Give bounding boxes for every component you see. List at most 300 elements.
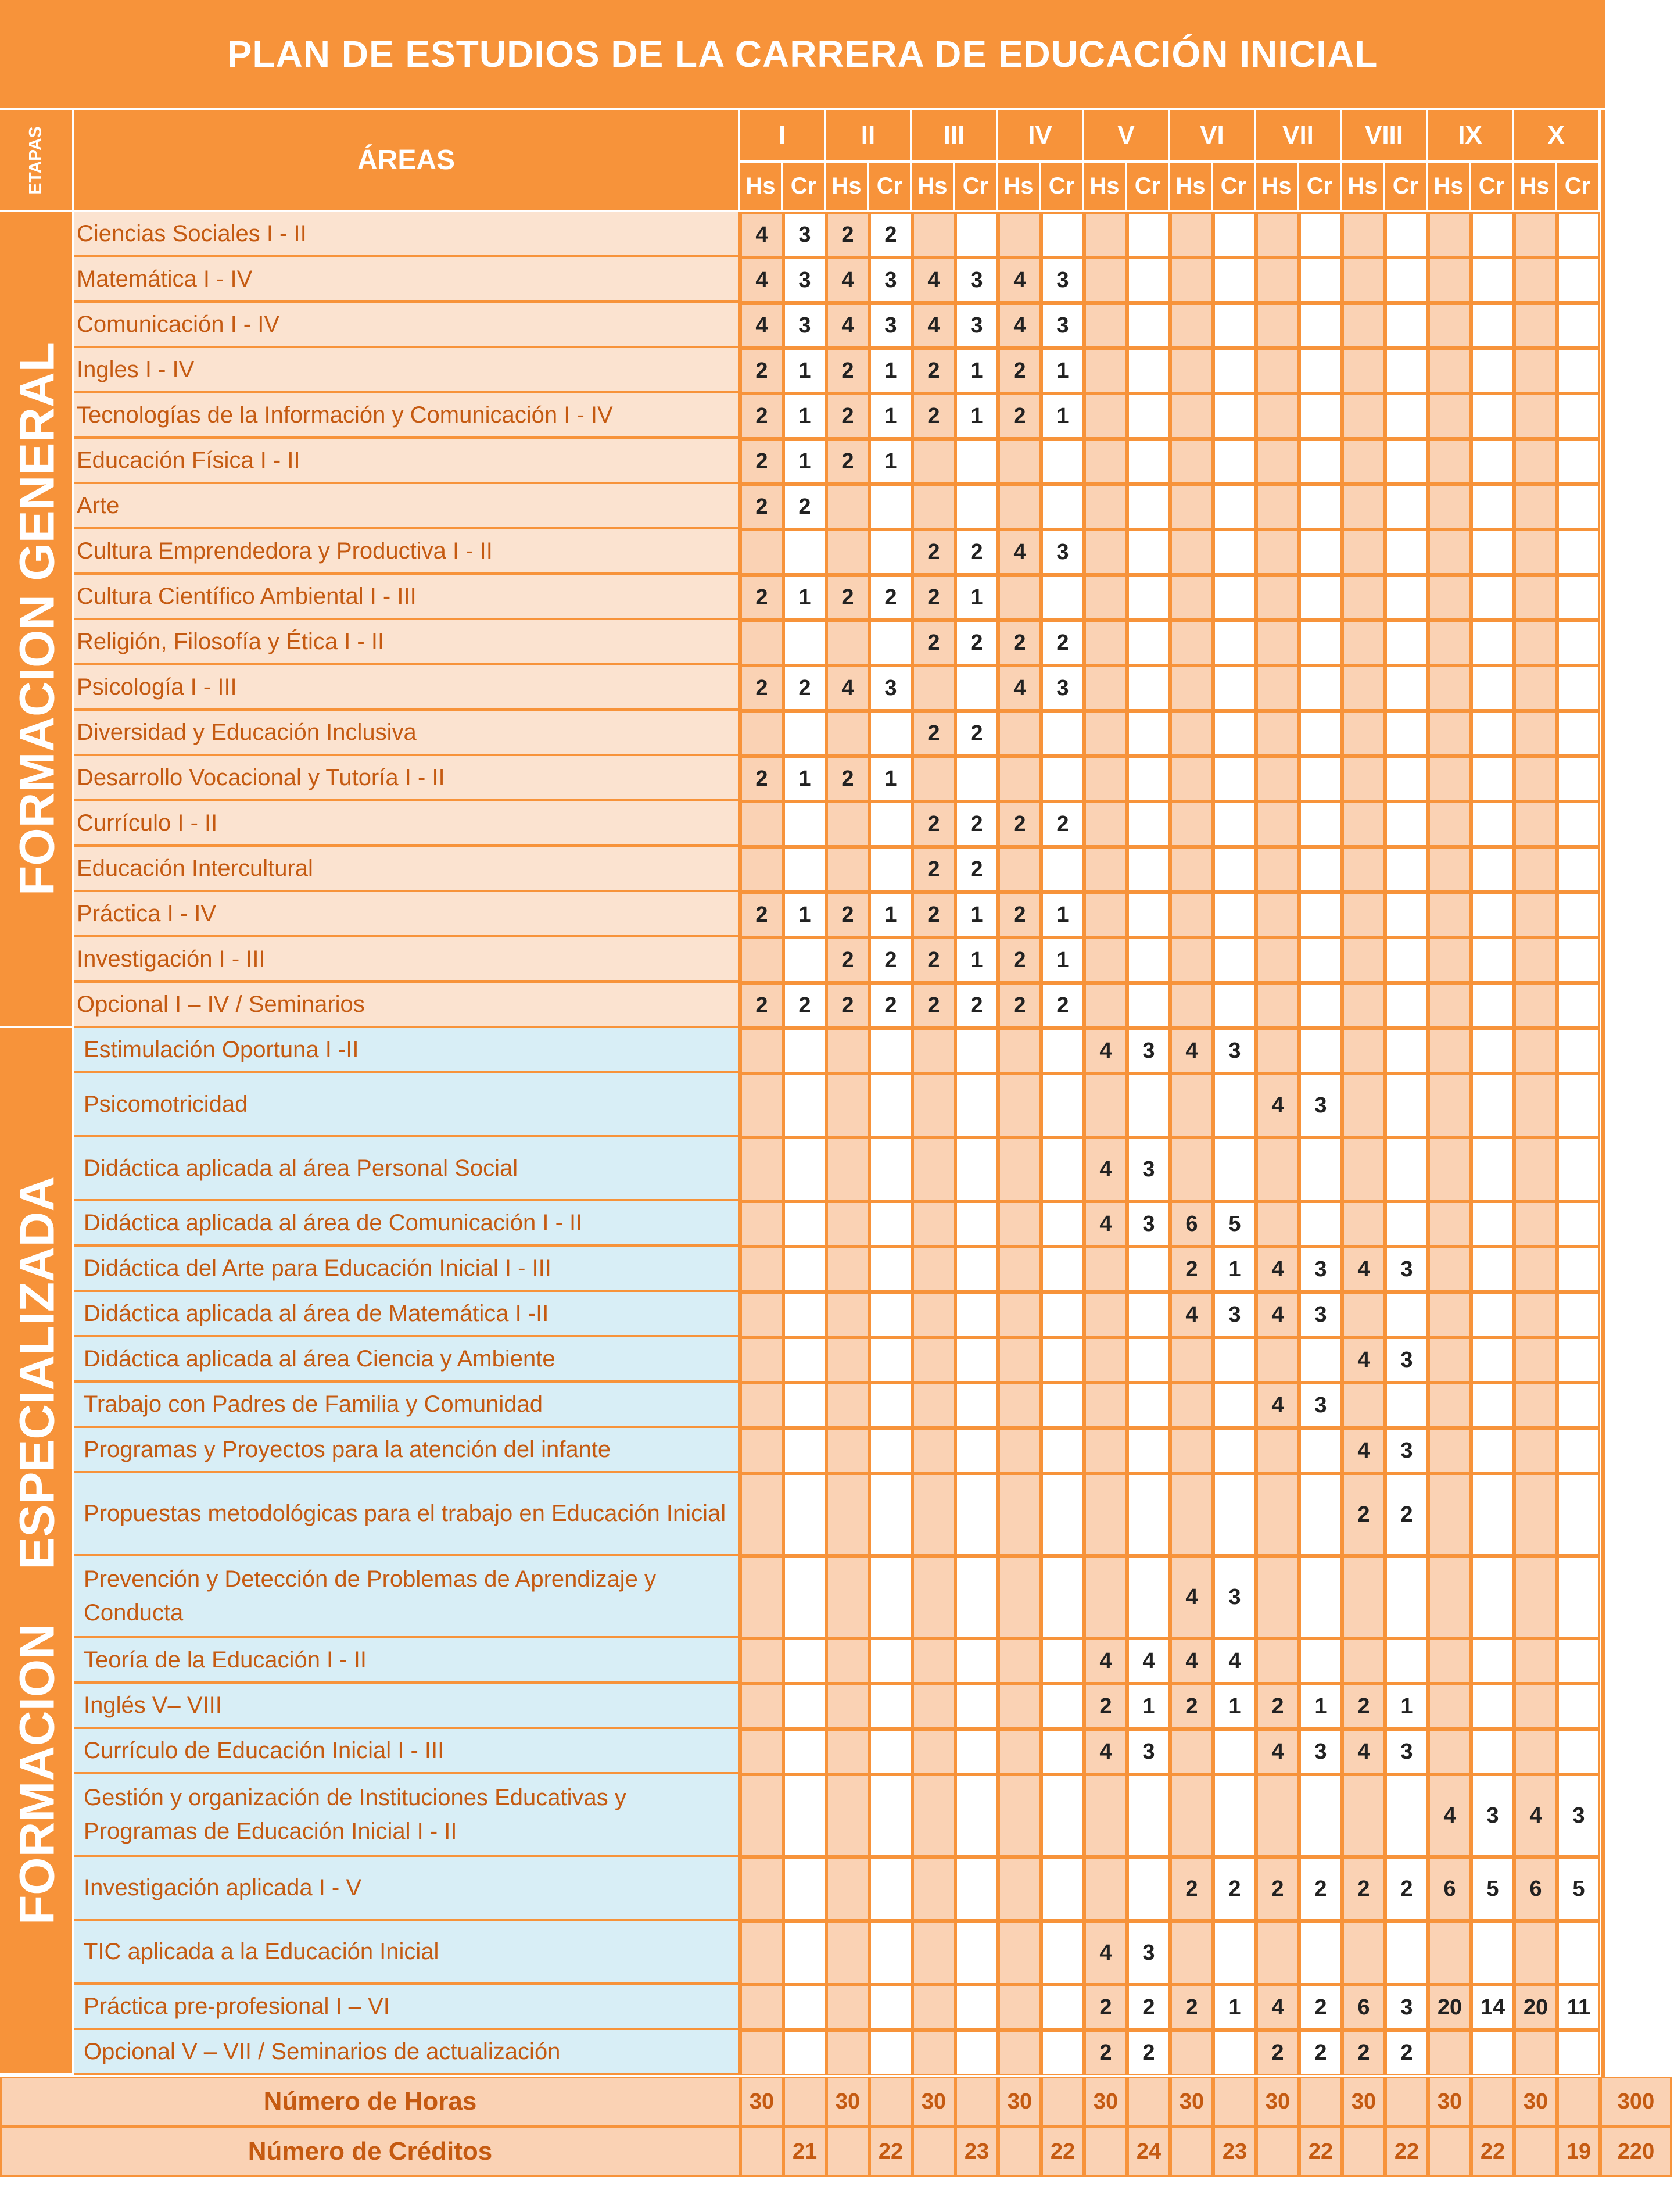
blank-total-cell xyxy=(1514,2127,1557,2177)
credits-cell xyxy=(1471,847,1514,892)
hours-cell xyxy=(912,1638,955,1684)
credits-cell xyxy=(1557,1292,1600,1337)
hours-cell xyxy=(1342,847,1385,892)
credits-cell xyxy=(1557,1073,1600,1137)
hours-cell xyxy=(826,620,869,665)
credits-cell xyxy=(869,847,912,892)
hours-cell xyxy=(1514,1337,1557,1383)
credits-cell xyxy=(1299,484,1342,529)
credits-cell xyxy=(1557,937,1600,983)
credits-cell: 2 xyxy=(1385,1857,1428,1921)
credits-cell: 3 xyxy=(1127,1921,1170,1985)
credits-cell: 2 xyxy=(955,711,998,756)
hours-cell xyxy=(1256,847,1299,892)
hours-cell xyxy=(1170,393,1213,439)
blank-total-cell xyxy=(1213,2077,1256,2127)
hours-cell xyxy=(998,212,1041,257)
credits-cell xyxy=(1299,1638,1342,1684)
credits-cell xyxy=(1557,801,1600,847)
hours-cell xyxy=(1170,665,1213,711)
area-name: Desarrollo Vocacional y Tutoría I - II xyxy=(74,756,740,801)
area-name: Cultura Emprendedora y Productiva I - II xyxy=(74,529,740,575)
credits-cell xyxy=(783,1201,826,1247)
hs-subheader: Hs xyxy=(912,163,955,212)
hours-cell xyxy=(1256,756,1299,801)
area-name: Ciencias Sociales I - II xyxy=(74,212,740,257)
credits-cell xyxy=(1213,620,1256,665)
credits-cell xyxy=(869,1729,912,1774)
credits-cell xyxy=(1557,212,1600,257)
hours-cell xyxy=(1084,212,1127,257)
hours-cell xyxy=(1170,1337,1213,1383)
hours-cell xyxy=(1342,1292,1385,1337)
credits-cell xyxy=(955,1428,998,1473)
hours-cell: 6 xyxy=(1514,1857,1557,1921)
cr-subheader: Cr xyxy=(1299,163,1342,212)
credits-cell xyxy=(1213,1383,1256,1428)
credits-cell xyxy=(1471,393,1514,439)
credits-cell: 1 xyxy=(869,756,912,801)
hours-cell xyxy=(1256,1473,1299,1556)
hours-cell xyxy=(1256,212,1299,257)
credits-cell xyxy=(1385,1556,1428,1638)
hours-cell: 2 xyxy=(1170,1684,1213,1729)
credits-cell xyxy=(1041,439,1084,484)
credits-cell: 3 xyxy=(1557,1774,1600,1857)
credits-cell xyxy=(955,1857,998,1921)
hours-cell xyxy=(1428,303,1471,348)
hours-cell: 2 xyxy=(740,484,783,529)
credits-cell xyxy=(1213,892,1256,937)
hours-cell xyxy=(1428,620,1471,665)
hours-cell: 2 xyxy=(912,393,955,439)
hours-cell xyxy=(1428,2030,1471,2075)
credits-cell: 2 xyxy=(1213,1857,1256,1921)
hours-cell xyxy=(1084,1473,1127,1556)
hours-total-label: Número de Horas xyxy=(0,2077,740,2127)
credits-cell xyxy=(869,1684,912,1729)
credits-cell xyxy=(1041,1684,1084,1729)
credits-cell xyxy=(1041,1201,1084,1247)
credits-cell xyxy=(1471,983,1514,1028)
credits-cell xyxy=(869,484,912,529)
area-name: Prevención y Detección de Problemas de Aprendizaje y Conducta xyxy=(74,1556,740,1638)
hours-cell xyxy=(740,1028,783,1073)
hours-cell xyxy=(1514,711,1557,756)
area-name: Estimulación Oportuna I -II xyxy=(74,1028,740,1073)
area-name: Currículo I - II xyxy=(74,801,740,847)
hours-cell: 2 xyxy=(740,983,783,1028)
hours-cell xyxy=(740,529,783,575)
credits-cell xyxy=(1041,1428,1084,1473)
credits-cell: 1 xyxy=(955,937,998,983)
hours-cell xyxy=(1084,892,1127,937)
credits-cell xyxy=(1041,1028,1084,1073)
semester-credits-total: 22 xyxy=(869,2127,912,2177)
hours-cell xyxy=(1084,257,1127,303)
hours-cell xyxy=(1428,847,1471,892)
credits-cell xyxy=(869,1985,912,2030)
hours-cell xyxy=(1428,1201,1471,1247)
area-name: Ingles I - IV xyxy=(74,348,740,393)
credits-cell xyxy=(1127,1337,1170,1383)
cr-subheader: Cr xyxy=(1471,163,1514,212)
credits-cell xyxy=(1471,1073,1514,1137)
hours-cell xyxy=(998,1556,1041,1638)
hours-cell xyxy=(912,1337,955,1383)
hours-cell xyxy=(998,1684,1041,1729)
stage-label: FORMACION ESPECIALIZADA xyxy=(9,1176,64,1925)
hours-cell xyxy=(1342,620,1385,665)
credits-cell xyxy=(783,1556,826,1638)
credits-cell xyxy=(783,1638,826,1684)
credits-cell xyxy=(1127,1428,1170,1473)
hours-cell xyxy=(1428,665,1471,711)
semester-hours-total: 30 xyxy=(1170,2077,1213,2127)
hours-cell xyxy=(1256,575,1299,620)
credits-cell xyxy=(1299,665,1342,711)
hours-cell xyxy=(912,1473,955,1556)
hours-cell: 2 xyxy=(1256,2030,1299,2075)
hours-cell xyxy=(1084,484,1127,529)
credits-cell xyxy=(1557,620,1600,665)
credits-cell: 2 xyxy=(955,983,998,1028)
blank-total-cell xyxy=(1471,2077,1514,2127)
hours-cell xyxy=(1084,1774,1127,1857)
hours-cell: 2 xyxy=(1342,1684,1385,1729)
hours-cell xyxy=(1170,756,1213,801)
hours-cell xyxy=(740,1201,783,1247)
credits-cell: 1 xyxy=(869,892,912,937)
hours-cell xyxy=(1342,756,1385,801)
credits-cell xyxy=(1471,620,1514,665)
area-name: Tecnologías de la Información y Comunicación I - IV xyxy=(74,393,740,439)
credits-cell: 1 xyxy=(869,348,912,393)
hours-cell xyxy=(1428,1247,1471,1292)
credits-cell xyxy=(1471,1428,1514,1473)
hours-cell xyxy=(1514,257,1557,303)
hours-cell xyxy=(998,1473,1041,1556)
hours-cell: 2 xyxy=(740,439,783,484)
credits-cell xyxy=(1041,1383,1084,1428)
credits-cell: 3 xyxy=(1299,1383,1342,1428)
credits-cell xyxy=(783,1337,826,1383)
area-name: Opcional I – IV / Seminarios xyxy=(74,983,740,1028)
hours-cell xyxy=(998,439,1041,484)
hours-cell xyxy=(1342,1921,1385,1985)
credits-cell xyxy=(1213,847,1256,892)
semester-hours-total: 30 xyxy=(1256,2077,1299,2127)
credits-cell: 3 xyxy=(869,665,912,711)
credits-cell xyxy=(1213,2030,1256,2075)
credits-cell xyxy=(1041,1137,1084,1201)
hours-cell: 4 xyxy=(998,665,1041,711)
credits-cell xyxy=(1041,1073,1084,1137)
blank-total-cell xyxy=(1428,2127,1471,2177)
credits-cell: 2 xyxy=(1041,983,1084,1028)
credits-cell xyxy=(1385,212,1428,257)
credits-cell xyxy=(783,1383,826,1428)
hours-cell xyxy=(740,1247,783,1292)
credits-cell xyxy=(1557,575,1600,620)
hours-cell xyxy=(740,2030,783,2075)
hours-cell: 4 xyxy=(1084,1201,1127,1247)
hours-cell xyxy=(998,1137,1041,1201)
credits-cell: 3 xyxy=(1213,1028,1256,1073)
hours-cell xyxy=(1084,1556,1127,1638)
semester-header: X xyxy=(1514,110,1600,163)
credits-cell: 2 xyxy=(1041,620,1084,665)
hours-cell xyxy=(826,1028,869,1073)
hours-cell xyxy=(1514,1428,1557,1473)
credits-cell: 1 xyxy=(955,393,998,439)
blank-total-cell xyxy=(1041,2077,1084,2127)
credits-cell: 1 xyxy=(1213,1247,1256,1292)
credits-cell xyxy=(1557,1638,1600,1684)
credits-cell xyxy=(1213,1921,1256,1985)
credits-cell xyxy=(955,1292,998,1337)
credits-cell xyxy=(1299,847,1342,892)
area-name: Didáctica aplicada al área de Comunicación I - II xyxy=(74,1201,740,1247)
hours-cell: 4 xyxy=(1256,1383,1299,1428)
semester-hours-total: 30 xyxy=(1084,2077,1127,2127)
hours-cell xyxy=(1514,529,1557,575)
hours-cell xyxy=(912,1073,955,1137)
credits-cell xyxy=(1471,1201,1514,1247)
hours-cell xyxy=(1428,711,1471,756)
hours-cell xyxy=(1256,1137,1299,1201)
semester-credits-total: 24 xyxy=(1127,2127,1170,2177)
hours-cell xyxy=(1170,1774,1213,1857)
credits-cell: 11 xyxy=(1557,1985,1600,2030)
credits-cell: 1 xyxy=(869,393,912,439)
blank-total-cell xyxy=(1299,2077,1342,2127)
blank-total-cell xyxy=(869,2077,912,2127)
credits-cell: 3 xyxy=(1299,1729,1342,1774)
hours-cell xyxy=(912,1921,955,1985)
hours-cell: 2 xyxy=(1170,1857,1213,1921)
credits-cell xyxy=(869,1073,912,1137)
hours-cell xyxy=(740,1292,783,1337)
credits-cell xyxy=(1041,212,1084,257)
hours-cell xyxy=(1084,529,1127,575)
hours-cell xyxy=(740,801,783,847)
hours-cell xyxy=(826,1201,869,1247)
credits-cell xyxy=(1127,575,1170,620)
hours-cell xyxy=(826,711,869,756)
hours-cell: 2 xyxy=(826,212,869,257)
credits-cell xyxy=(955,1985,998,2030)
credits-cell xyxy=(1557,1921,1600,1985)
credits-cell: 2 xyxy=(955,529,998,575)
credits-cell xyxy=(869,1638,912,1684)
hours-cell xyxy=(1428,1473,1471,1556)
hours-cell: 4 xyxy=(1084,1638,1127,1684)
credits-cell: 2 xyxy=(1127,2030,1170,2075)
credits-cell xyxy=(869,1428,912,1473)
credits-cell xyxy=(955,1337,998,1383)
credits-cell xyxy=(1213,665,1256,711)
hours-cell: 4 xyxy=(1170,1556,1213,1638)
hours-cell xyxy=(1084,1337,1127,1383)
credits-cell xyxy=(1557,1383,1600,1428)
semester-header: V xyxy=(1084,110,1170,163)
credits-cell: 1 xyxy=(869,439,912,484)
hours-cell xyxy=(1170,575,1213,620)
hours-cell xyxy=(912,1137,955,1201)
hours-cell: 2 xyxy=(1256,1857,1299,1921)
cr-subheader: Cr xyxy=(869,163,912,212)
hours-cell: 2 xyxy=(998,393,1041,439)
credits-cell: 2 xyxy=(869,212,912,257)
hours-cell xyxy=(1256,1774,1299,1857)
semester-credits-total: 22 xyxy=(1471,2127,1514,2177)
credits-cell: 3 xyxy=(1385,1729,1428,1774)
area-name: Trabajo con Padres de Familia y Comunidad xyxy=(74,1383,740,1428)
credits-cell xyxy=(869,1921,912,1985)
credits-cell xyxy=(955,1638,998,1684)
hours-cell xyxy=(1342,1201,1385,1247)
hours-cell: 2 xyxy=(912,983,955,1028)
credits-cell xyxy=(1213,1729,1256,1774)
hours-cell: 2 xyxy=(826,348,869,393)
credits-cell xyxy=(869,801,912,847)
semester-header: VIII xyxy=(1342,110,1428,163)
hours-cell xyxy=(1342,529,1385,575)
hours-cell xyxy=(1514,665,1557,711)
hours-cell xyxy=(1256,620,1299,665)
credits-cell: 3 xyxy=(955,303,998,348)
hours-cell xyxy=(912,1985,955,2030)
credits-cell xyxy=(869,1247,912,1292)
credits-cell xyxy=(1127,529,1170,575)
hours-cell xyxy=(1256,1921,1299,1985)
hours-cell xyxy=(740,1921,783,1985)
hours-cell xyxy=(1170,1473,1213,1556)
hours-cell: 20 xyxy=(1428,1985,1471,2030)
hours-cell: 2 xyxy=(912,801,955,847)
credits-cell xyxy=(783,1985,826,2030)
hours-cell xyxy=(1428,756,1471,801)
hours-cell xyxy=(1514,1921,1557,1985)
hours-cell xyxy=(1514,1638,1557,1684)
hours-cell xyxy=(1170,847,1213,892)
hours-cell xyxy=(1514,620,1557,665)
credits-cell xyxy=(955,1921,998,1985)
blank-total-cell xyxy=(1170,2127,1213,2177)
hours-cell xyxy=(1170,1137,1213,1201)
hours-cell xyxy=(1084,937,1127,983)
hours-cell: 2 xyxy=(740,393,783,439)
hours-cell xyxy=(826,2030,869,2075)
hours-cell xyxy=(1342,1028,1385,1073)
hours-cell: 2 xyxy=(740,575,783,620)
hours-cell xyxy=(998,1292,1041,1337)
credits-cell xyxy=(1471,665,1514,711)
area-name: Propuestas metodológicas para el trabajo en Educación Inicial xyxy=(74,1473,740,1556)
semester-header: II xyxy=(826,110,912,163)
credits-cell xyxy=(1213,303,1256,348)
credits-cell xyxy=(1213,983,1256,1028)
hours-cell: 2 xyxy=(1084,2030,1127,2075)
credits-cell: 2 xyxy=(1385,1473,1428,1556)
hours-cell xyxy=(998,1774,1041,1857)
credits-cell xyxy=(1471,756,1514,801)
credits-cell: 2 xyxy=(1385,2030,1428,2075)
credits-cell xyxy=(1127,1774,1170,1857)
hs-subheader: Hs xyxy=(826,163,869,212)
credits-cell xyxy=(1127,257,1170,303)
hs-subheader: Hs xyxy=(1428,163,1471,212)
hours-cell xyxy=(912,1201,955,1247)
hours-cell xyxy=(912,1556,955,1638)
credits-cell xyxy=(1127,1247,1170,1292)
hours-cell: 4 xyxy=(740,257,783,303)
hours-cell xyxy=(1084,1383,1127,1428)
credits-cell xyxy=(955,1028,998,1073)
hours-cell: 6 xyxy=(1342,1985,1385,2030)
credits-cell: 3 xyxy=(1299,1247,1342,1292)
blank-total-cell xyxy=(998,2127,1041,2177)
credits-cell xyxy=(1213,348,1256,393)
hours-cell xyxy=(740,1729,783,1774)
hours-cell xyxy=(1256,1201,1299,1247)
hours-cell xyxy=(1514,892,1557,937)
hours-cell xyxy=(826,1556,869,1638)
hours-cell: 4 xyxy=(1084,1729,1127,1774)
hours-cell: 4 xyxy=(1170,1028,1213,1073)
credits-cell xyxy=(1127,756,1170,801)
credits-cell xyxy=(1299,937,1342,983)
area-name: Currículo de Educación Inicial I - III xyxy=(74,1729,740,1774)
area-name: Diversidad y Educación Inclusiva xyxy=(74,711,740,756)
credits-cell xyxy=(1299,1921,1342,1985)
hours-cell xyxy=(1256,1028,1299,1073)
area-name: Psicología I - III xyxy=(74,665,740,711)
hours-cell xyxy=(826,1857,869,1921)
credits-cell xyxy=(1557,1473,1600,1556)
credits-cell xyxy=(1471,484,1514,529)
hours-cell xyxy=(826,1073,869,1137)
blank-total-cell xyxy=(1127,2077,1170,2127)
hours-cell: 2 xyxy=(1084,1985,1127,2030)
hours-cell xyxy=(1342,1556,1385,1638)
credits-cell xyxy=(869,1337,912,1383)
hours-cell xyxy=(740,1137,783,1201)
credits-cell xyxy=(1557,2030,1600,2075)
hours-cell xyxy=(1514,484,1557,529)
hours-cell xyxy=(1256,1337,1299,1383)
semester-header: III xyxy=(912,110,998,163)
credits-cell xyxy=(1127,847,1170,892)
credits-cell xyxy=(1471,711,1514,756)
hours-cell xyxy=(1342,257,1385,303)
credits-cell xyxy=(783,1073,826,1137)
credits-cell xyxy=(955,1383,998,1428)
credits-cell xyxy=(1299,620,1342,665)
hours-cell xyxy=(1428,892,1471,937)
hours-cell xyxy=(740,711,783,756)
credits-cell xyxy=(1557,439,1600,484)
etapas-header xyxy=(0,110,74,212)
credits-cell xyxy=(1385,1774,1428,1857)
hours-cell xyxy=(1514,1247,1557,1292)
credits-cell: 3 xyxy=(869,303,912,348)
credits-cell: 3 xyxy=(1127,1729,1170,1774)
credits-cell xyxy=(1127,212,1170,257)
credits-cell: 2 xyxy=(1299,2030,1342,2075)
credits-cell xyxy=(1213,756,1256,801)
